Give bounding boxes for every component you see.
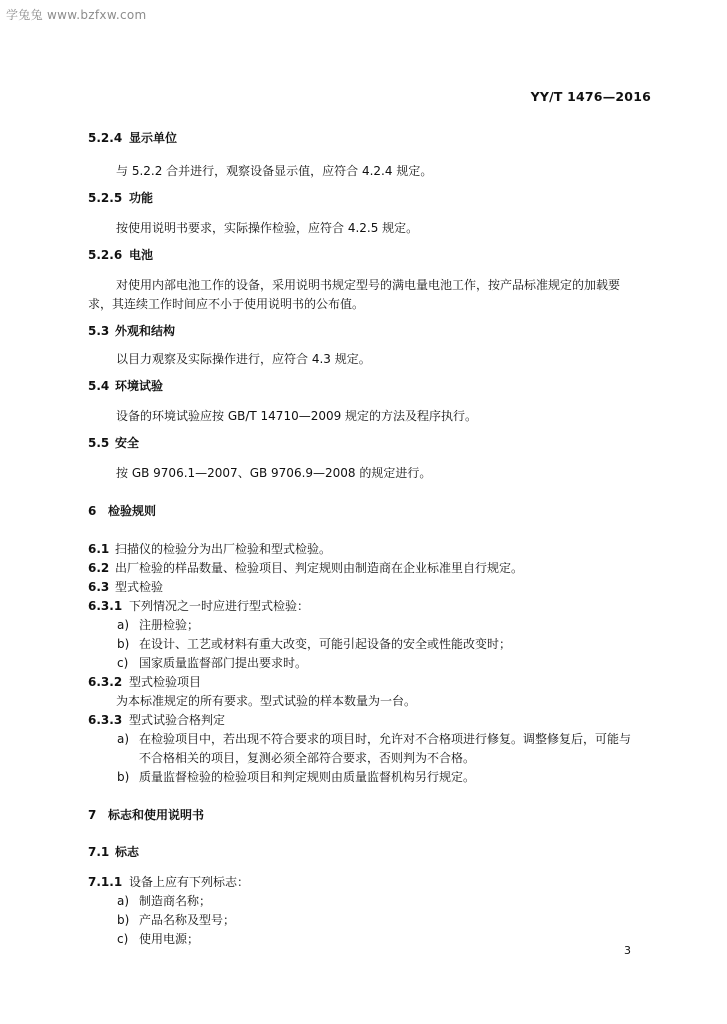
list-item [117,617,199,633]
heading-7 [88,807,204,823]
section-number: 6.3.1 [88,599,123,613]
list-text: 制造商名称； [139,894,212,908]
clause-text: 扫描仪的检验分为出厂检验和型式检验。 [115,542,332,556]
clause-text: 型式试验合格判定 [129,713,226,727]
clause-text: 下列情况之一时应进行型式检验： [129,599,310,613]
section-title: 功能 [129,191,154,205]
clause-6-3 [88,579,163,595]
paragraph: 为本标准规定的所有要求。型式试验的样本数量为一台。 [116,694,417,708]
section-number: 5.2.5 [88,191,123,205]
list-item [117,931,199,947]
section-number: 6.3 [88,580,110,594]
list-text: 注册检验； [139,618,200,632]
section-number: 5.2.4 [88,131,123,145]
clause-text: 出厂检验的样品数量、检验项目、判定规则由制造商在企业标准里自行规定。 [115,561,524,575]
section-number: 6.2 [88,561,110,575]
list-item [117,912,235,928]
list-text: 国家质量监督部门提出要求时。 [139,656,308,670]
heading-5-2-5 [88,190,153,206]
clause-6-3-1 [88,598,309,614]
heading-5-4 [88,378,163,394]
section-number: 7 [88,808,97,822]
clause-6-3-2 [88,674,201,690]
page-number: 3 [624,944,631,957]
clause-6-1 [88,541,331,557]
list-marker: b) [117,770,130,784]
section-number: 5.4 [88,379,110,393]
list-marker: c) [117,932,129,946]
section-number: 7.1.1 [88,875,123,889]
list-item [117,636,511,652]
section-title: 环境试验 [115,379,164,393]
list-marker: a) [117,618,130,632]
section-number: 6 [88,504,97,518]
section-number: 6.3.3 [88,713,123,727]
section-number: 5.2.6 [88,248,123,262]
section-number: 6.3.2 [88,675,123,689]
heading-5-3 [88,323,175,339]
heading-5-5 [88,435,139,451]
clause-text: 型式检验项目 [129,675,202,689]
list-marker: b) [117,913,130,927]
list-item [117,769,475,785]
section-title: 显示单位 [129,131,178,145]
heading-7-1 [88,844,139,860]
section-title: 安全 [115,436,140,450]
clause-text: 设备上应有下列标志： [129,875,250,889]
section-title: 标志 [115,845,140,859]
list-marker: b) [117,637,130,651]
list-item [117,731,631,747]
paragraph: 设备的环境试验应按 GB/T 14710—2009 规定的方法及程序执行。 [116,409,478,423]
paragraph: 按使用说明书要求，实际操作检验，应符合 4.2.5 规定。 [116,221,419,235]
clause-text: 型式检验 [115,580,164,594]
heading-5-2-6 [88,247,153,263]
list-marker: a) [117,894,130,908]
clause-6-3-3 [88,712,225,728]
paragraph-continuation: 求，其连续工作时间应不小于使用说明书的公布值。 [88,297,365,311]
paragraph: 与 5.2.2 合并进行，观察设备显示值，应符合 4.2.4 规定。 [116,164,433,178]
heading-6 [88,503,156,519]
list-text: 质量监督检验的检验项目和判定规则由质量监督机构另行规定。 [139,770,476,784]
paragraph: 对使用内部电池工作的设备，采用说明书规定型号的满电量电池工作，按产品标准规定的加载要 [116,278,621,292]
clause-6-2 [88,560,523,576]
section-number: 6.1 [88,542,110,556]
list-item [117,893,211,909]
list-marker: c) [117,656,129,670]
section-number: 5.5 [88,436,110,450]
list-text: 产品名称及型号； [139,913,236,927]
list-item-continuation: 不合格相关的项目，复测必须全部符合要求，否则判为不合格。 [139,751,476,765]
list-text: 在检验项目中，若出现不符合要求的项目时，允许对不合格项进行修复。调整修复后，可能与 [139,732,632,746]
section-title: 外观和结构 [115,324,176,338]
section-number: 5.3 [88,324,110,338]
section-number: 7.1 [88,845,110,859]
list-text: 在设计、工艺或材料有重大改变，可能引起设备的安全或性能改变时； [139,637,512,651]
clause-7-1-1 [88,874,249,890]
section-title: 电池 [129,248,154,262]
paragraph: 以目力观察及实际操作进行，应符合 4.3 规定。 [116,352,371,366]
heading-5-2-4 [88,130,177,146]
section-title: 检验规则 [108,504,157,518]
watermark: 学兔兔 www.bzfxw.com [6,8,147,22]
section-title: 标志和使用说明书 [108,808,205,822]
paragraph: 按 GB 9706.1—2007、GB 9706.9—2008 的规定进行。 [116,466,432,480]
list-item [117,655,307,671]
list-marker: a) [117,732,130,746]
standard-number: YY/T 1476—2016 [530,89,651,104]
list-text: 使用电源； [139,932,200,946]
